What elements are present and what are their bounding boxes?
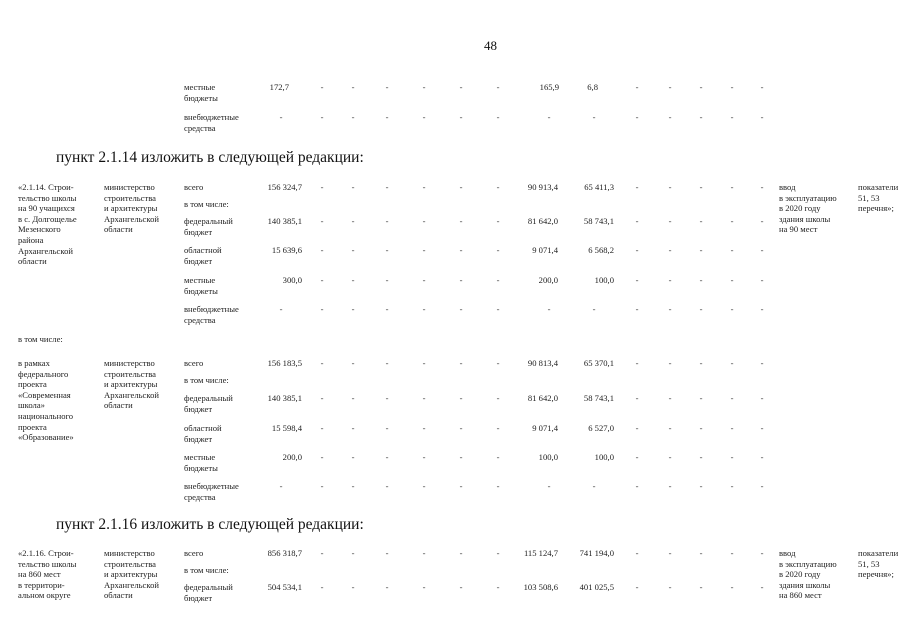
amount-2020: 6,8 — [587, 82, 598, 92]
empty-cell: - — [699, 304, 703, 314]
amount-total: 156 324,7 — [267, 182, 302, 192]
empty-cell: - — [351, 393, 355, 403]
item-name: проекта — [18, 379, 47, 390]
amount-2019: 165,9 — [539, 82, 559, 92]
empty-cell: - — [668, 358, 672, 368]
empty-cell: - — [547, 112, 551, 122]
empty-cell: - — [385, 182, 389, 192]
executor: строительства — [104, 558, 156, 569]
amount-2020: 65 411,3 — [584, 182, 614, 192]
expected-result: ввод — [779, 548, 796, 558]
empty-cell: - — [760, 216, 764, 226]
item-name: в рамках — [18, 358, 50, 368]
empty-cell: - — [668, 112, 672, 122]
empty-cell: - — [279, 304, 283, 314]
item-name: альном округе — [18, 590, 71, 601]
executor: и архитектуры — [104, 203, 158, 214]
empty-cell: - — [760, 452, 764, 462]
item-name: области — [18, 256, 47, 267]
empty-cell: - — [351, 275, 355, 285]
empty-cell: - — [459, 216, 463, 226]
empty-cell: - — [760, 548, 764, 558]
empty-cell: - — [760, 358, 764, 368]
empty-cell: - — [459, 304, 463, 314]
empty-cell: - — [320, 358, 324, 368]
empty-cell: - — [279, 481, 283, 491]
empty-cell: - — [699, 112, 703, 122]
row-label-regional: бюджет — [184, 433, 213, 444]
empty-cell: - — [699, 393, 703, 403]
empty-cell: - — [496, 304, 500, 314]
empty-cell: - — [422, 358, 426, 368]
empty-cell: - — [730, 423, 734, 433]
empty-cell: - — [668, 82, 672, 92]
empty-cell: - — [730, 82, 734, 92]
empty-cell: - — [351, 423, 355, 433]
empty-cell: - — [699, 275, 703, 285]
row-label-local-budgets: бюджеты — [184, 285, 218, 296]
empty-cell: - — [635, 452, 639, 462]
empty-cell: - — [459, 245, 463, 255]
amount-total: 300,0 — [282, 275, 302, 285]
executor: и архитектуры — [104, 379, 158, 390]
row-label-federal: бюджет — [184, 592, 213, 603]
empty-cell: - — [635, 216, 639, 226]
row-label-local-budgets: местные — [184, 275, 216, 285]
amount-2020: 65 370,1 — [583, 358, 614, 368]
empty-cell: - — [351, 216, 355, 226]
empty-cell: - — [320, 548, 324, 558]
empty-cell: - — [635, 582, 639, 592]
empty-cell: - — [320, 82, 324, 92]
empty-cell: - — [422, 182, 426, 192]
empty-cell: - — [320, 452, 324, 462]
empty-cell: - — [422, 582, 426, 592]
amount-2019: 115 124,7 — [523, 548, 558, 558]
row-label-total: всего — [184, 548, 204, 558]
empty-cell: - — [385, 481, 389, 491]
empty-cell: - — [699, 481, 703, 491]
indicator: показатели — [858, 548, 899, 558]
row-label-federal: бюджет — [184, 226, 213, 237]
empty-cell: - — [320, 304, 324, 314]
empty-cell: - — [496, 245, 500, 255]
row-label-extrabudgetary: средства — [184, 314, 216, 325]
empty-cell: - — [385, 304, 389, 314]
empty-cell: - — [459, 112, 463, 122]
empty-cell: - — [635, 275, 639, 285]
empty-cell: - — [760, 245, 764, 255]
empty-cell: - — [730, 304, 734, 314]
empty-cell: - — [496, 548, 500, 558]
empty-cell: - — [592, 112, 596, 122]
amount-2020: 6 568,2 — [588, 245, 614, 255]
empty-cell: - — [635, 245, 639, 255]
empty-cell: - — [668, 216, 672, 226]
empty-cell: - — [668, 452, 672, 462]
empty-cell: - — [760, 82, 764, 92]
row-label-local-budgets: местные — [184, 452, 216, 462]
row-label-total: всего — [184, 182, 204, 192]
executor: строительства — [104, 192, 156, 203]
empty-cell: - — [730, 216, 734, 226]
empty-cell: - — [351, 452, 355, 462]
empty-cell: - — [699, 82, 703, 92]
empty-cell: - — [592, 304, 596, 314]
item-name: на 90 учащихся — [18, 203, 75, 214]
empty-cell: - — [730, 393, 734, 403]
row-label-extrabudgetary: внебюджетные — [184, 112, 239, 122]
empty-cell: - — [699, 582, 703, 592]
empty-cell: - — [496, 393, 500, 403]
empty-cell: - — [496, 112, 500, 122]
empty-cell: - — [351, 481, 355, 491]
amount-2019: 9 071,4 — [532, 423, 558, 433]
empty-cell: - — [730, 245, 734, 255]
empty-cell: - — [699, 358, 703, 368]
row-label-incl: в том числе: — [184, 199, 229, 209]
amount-total: 856 318,7 — [267, 548, 302, 558]
empty-cell: - — [422, 245, 426, 255]
empty-cell: - — [730, 275, 734, 285]
item-name: Архангельской — [18, 245, 73, 256]
empty-cell: - — [459, 393, 463, 403]
empty-cell: - — [351, 548, 355, 558]
executor: области — [104, 590, 133, 601]
empty-cell: - — [496, 182, 500, 192]
empty-cell: - — [699, 245, 703, 255]
empty-cell: - — [668, 548, 672, 558]
empty-cell: - — [635, 304, 639, 314]
empty-cell: - — [351, 582, 355, 592]
empty-cell: - — [422, 275, 426, 285]
row-label-total: всего — [184, 358, 204, 368]
empty-cell: - — [385, 216, 389, 226]
empty-cell: - — [496, 216, 500, 226]
empty-cell: - — [422, 216, 426, 226]
expected-result: в эксплуатацию — [779, 558, 837, 569]
empty-cell: - — [730, 182, 734, 192]
amount-2019: 90 913,4 — [527, 182, 558, 192]
amount-2019: 103 508,6 — [523, 582, 558, 592]
empty-cell: - — [459, 275, 463, 285]
empty-cell: - — [385, 275, 389, 285]
empty-cell: - — [351, 82, 355, 92]
empty-cell: - — [496, 423, 500, 433]
empty-cell: - — [668, 393, 672, 403]
empty-cell: - — [385, 423, 389, 433]
empty-cell: - — [668, 304, 672, 314]
amount-2020: 741 194,0 — [579, 548, 614, 558]
empty-cell: - — [760, 112, 764, 122]
empty-cell: - — [351, 112, 355, 122]
empty-cell: - — [422, 481, 426, 491]
item-name: Мезенского — [18, 224, 61, 235]
item-name: на 860 мест — [18, 569, 61, 580]
empty-cell: - — [635, 358, 639, 368]
empty-cell: - — [635, 423, 639, 433]
row-label-incl: в том числе: — [184, 375, 229, 385]
row-label-local-budgets: бюджеты — [184, 92, 218, 103]
amount-total: 504 534,1 — [267, 582, 302, 592]
empty-cell: - — [730, 358, 734, 368]
empty-cell: - — [422, 452, 426, 462]
item-name: проекта — [18, 421, 47, 432]
amount-2020: 58 743,1 — [583, 216, 614, 226]
amount-2020: 58 743,1 — [583, 393, 614, 403]
empty-cell: - — [635, 548, 639, 558]
empty-cell: - — [385, 393, 389, 403]
item-name: «Образование» — [18, 432, 74, 443]
empty-cell: - — [385, 245, 389, 255]
empty-cell: - — [351, 358, 355, 368]
empty-cell: - — [635, 182, 639, 192]
expected-result: на 860 мест — [779, 590, 822, 601]
empty-cell: - — [422, 304, 426, 314]
empty-cell: - — [320, 182, 324, 192]
empty-cell: - — [459, 423, 463, 433]
empty-cell: - — [385, 82, 389, 92]
empty-cell: - — [699, 423, 703, 433]
empty-cell: - — [760, 423, 764, 433]
row-label-local-budgets: бюджеты — [184, 462, 218, 473]
empty-cell: - — [459, 452, 463, 462]
empty-cell: - — [668, 481, 672, 491]
empty-cell: - — [668, 423, 672, 433]
amount-2020: 401 025,5 — [579, 582, 614, 592]
empty-cell: - — [496, 358, 500, 368]
empty-cell: - — [635, 112, 639, 122]
amount-2019: 9 071,4 — [532, 245, 558, 255]
empty-cell: - — [496, 481, 500, 491]
amount-2019: 100,0 — [538, 452, 558, 462]
amount-2020: 100,0 — [594, 452, 614, 462]
indicator: перечня»; — [858, 569, 894, 580]
empty-cell: - — [699, 216, 703, 226]
expected-result: в 2020 году — [779, 569, 821, 580]
empty-cell: - — [459, 548, 463, 558]
amount-2019: 81 642,0 — [527, 216, 558, 226]
item-name: тельство школы — [18, 558, 77, 569]
empty-cell: - — [760, 275, 764, 285]
item-name: в с. Долгощелье — [18, 213, 77, 224]
empty-cell: - — [760, 481, 764, 491]
row-label-regional: областной — [184, 245, 222, 255]
row-label-extrabudgetary: внебюджетные — [184, 481, 239, 491]
item-name: «2.1.14. Строи- — [18, 182, 74, 192]
empty-cell: - — [668, 182, 672, 192]
amount-2019: 200,0 — [538, 275, 558, 285]
empty-cell: - — [760, 182, 764, 192]
executor: Архангельской — [104, 389, 159, 400]
executor: и архитектуры — [104, 569, 158, 580]
item-name: в территори- — [18, 579, 65, 590]
empty-cell: - — [547, 304, 551, 314]
amount-2020: 100,0 — [594, 275, 614, 285]
empty-cell: - — [635, 481, 639, 491]
empty-cell: - — [668, 275, 672, 285]
row-label-local-budgets: местные — [184, 82, 216, 92]
empty-cell: - — [385, 112, 389, 122]
empty-cell: - — [320, 112, 324, 122]
amount-total: 200,0 — [282, 452, 302, 462]
indicator: 51, 53 — [858, 558, 880, 569]
empty-cell: - — [422, 393, 426, 403]
empty-cell: - — [730, 582, 734, 592]
empty-cell: - — [459, 182, 463, 192]
row-label-federal: федеральный — [184, 582, 233, 592]
empty-cell: - — [385, 582, 389, 592]
expected-result: в 2020 году — [779, 203, 821, 214]
empty-cell: - — [422, 423, 426, 433]
empty-cell: - — [459, 358, 463, 368]
empty-cell: - — [459, 82, 463, 92]
empty-cell: - — [422, 548, 426, 558]
row-label-regional: бюджет — [184, 255, 213, 266]
expected-result: в эксплуатацию — [779, 192, 837, 203]
executor: области — [104, 400, 133, 411]
item-name: района — [18, 235, 44, 245]
empty-cell: - — [422, 112, 426, 122]
empty-cell: - — [730, 481, 734, 491]
empty-cell: - — [320, 393, 324, 403]
empty-cell: - — [320, 423, 324, 433]
row-label-federal: федеральный — [184, 216, 233, 226]
executor: министерство — [104, 358, 155, 368]
amount-total: 15 598,4 — [271, 423, 302, 433]
item-name: «2.1.16. Строи- — [18, 548, 74, 558]
empty-cell: - — [459, 481, 463, 491]
empty-cell: - — [496, 452, 500, 462]
empty-cell: - — [320, 582, 324, 592]
row-label-extrabudgetary: внебюджетные — [184, 304, 239, 314]
page-number: 48 — [484, 38, 497, 53]
amount-total: 15 639,6 — [271, 245, 302, 255]
empty-cell: - — [635, 82, 639, 92]
empty-cell: - — [320, 481, 324, 491]
empty-cell: - — [320, 245, 324, 255]
empty-cell: - — [730, 548, 734, 558]
empty-cell: - — [496, 582, 500, 592]
item-name: «Современная — [18, 389, 71, 400]
empty-cell: - — [635, 393, 639, 403]
empty-cell: - — [760, 304, 764, 314]
executor: строительства — [104, 368, 156, 379]
executor: министерство — [104, 548, 155, 558]
empty-cell: - — [760, 393, 764, 403]
empty-cell: - — [320, 275, 324, 285]
empty-cell: - — [422, 82, 426, 92]
item-name: тельство школы — [18, 192, 77, 203]
expected-result: ввод — [779, 182, 796, 192]
empty-cell: - — [496, 275, 500, 285]
amount-2019: 81 642,0 — [527, 393, 558, 403]
empty-cell: - — [320, 216, 324, 226]
empty-cell: - — [547, 481, 551, 491]
empty-cell: - — [699, 548, 703, 558]
item-name: федерального — [18, 368, 69, 379]
empty-cell: - — [699, 182, 703, 192]
section-heading-2116: пункт 2.1.16 изложить в следующей редакции: — [56, 516, 364, 533]
row-label-incl: в том числе: — [184, 565, 229, 575]
row-label-federal: федеральный — [184, 393, 233, 403]
empty-cell: - — [668, 582, 672, 592]
row-label-federal: бюджет — [184, 403, 213, 414]
empty-cell: - — [279, 112, 283, 122]
empty-cell: - — [699, 452, 703, 462]
indicator: 51, 53 — [858, 192, 880, 203]
empty-cell: - — [385, 452, 389, 462]
amount-total: 140 385,1 — [267, 216, 302, 226]
item-name: национального — [18, 411, 74, 421]
executor: Архангельской — [104, 579, 159, 590]
empty-cell: - — [385, 548, 389, 558]
executor: области — [104, 224, 133, 235]
executor: министерство — [104, 182, 155, 192]
empty-cell: - — [385, 358, 389, 368]
empty-cell: - — [351, 182, 355, 192]
empty-cell: - — [730, 452, 734, 462]
empty-cell: - — [351, 245, 355, 255]
expected-result: на 90 мест — [779, 224, 818, 235]
row-label-extrabudgetary: средства — [184, 122, 216, 133]
empty-cell: - — [459, 582, 463, 592]
row-label-incl: в том числе: — [18, 334, 63, 344]
amount-2019: 90 813,4 — [527, 358, 558, 368]
empty-cell: - — [760, 582, 764, 592]
empty-cell: - — [730, 112, 734, 122]
executor: Архангельской — [104, 213, 159, 224]
empty-cell: - — [351, 304, 355, 314]
amount-total: 172,7 — [269, 82, 289, 92]
indicator: перечня»; — [858, 203, 894, 214]
amount-total: 140 385,1 — [267, 393, 302, 403]
row-label-extrabudgetary: средства — [184, 491, 216, 502]
amount-total: 156 183,5 — [267, 358, 302, 368]
amount-2020: 6 527,0 — [588, 423, 614, 433]
expected-result: здания школы — [779, 579, 831, 590]
empty-cell: - — [668, 245, 672, 255]
expected-result: здания школы — [779, 213, 831, 224]
item-name: школа» — [18, 400, 45, 411]
empty-cell: - — [592, 481, 596, 491]
empty-cell: - — [496, 82, 500, 92]
row-label-regional: областной — [184, 423, 222, 433]
section-heading-2114: пункт 2.1.14 изложить в следующей редакции: — [56, 149, 364, 166]
indicator: показатели — [858, 182, 899, 192]
